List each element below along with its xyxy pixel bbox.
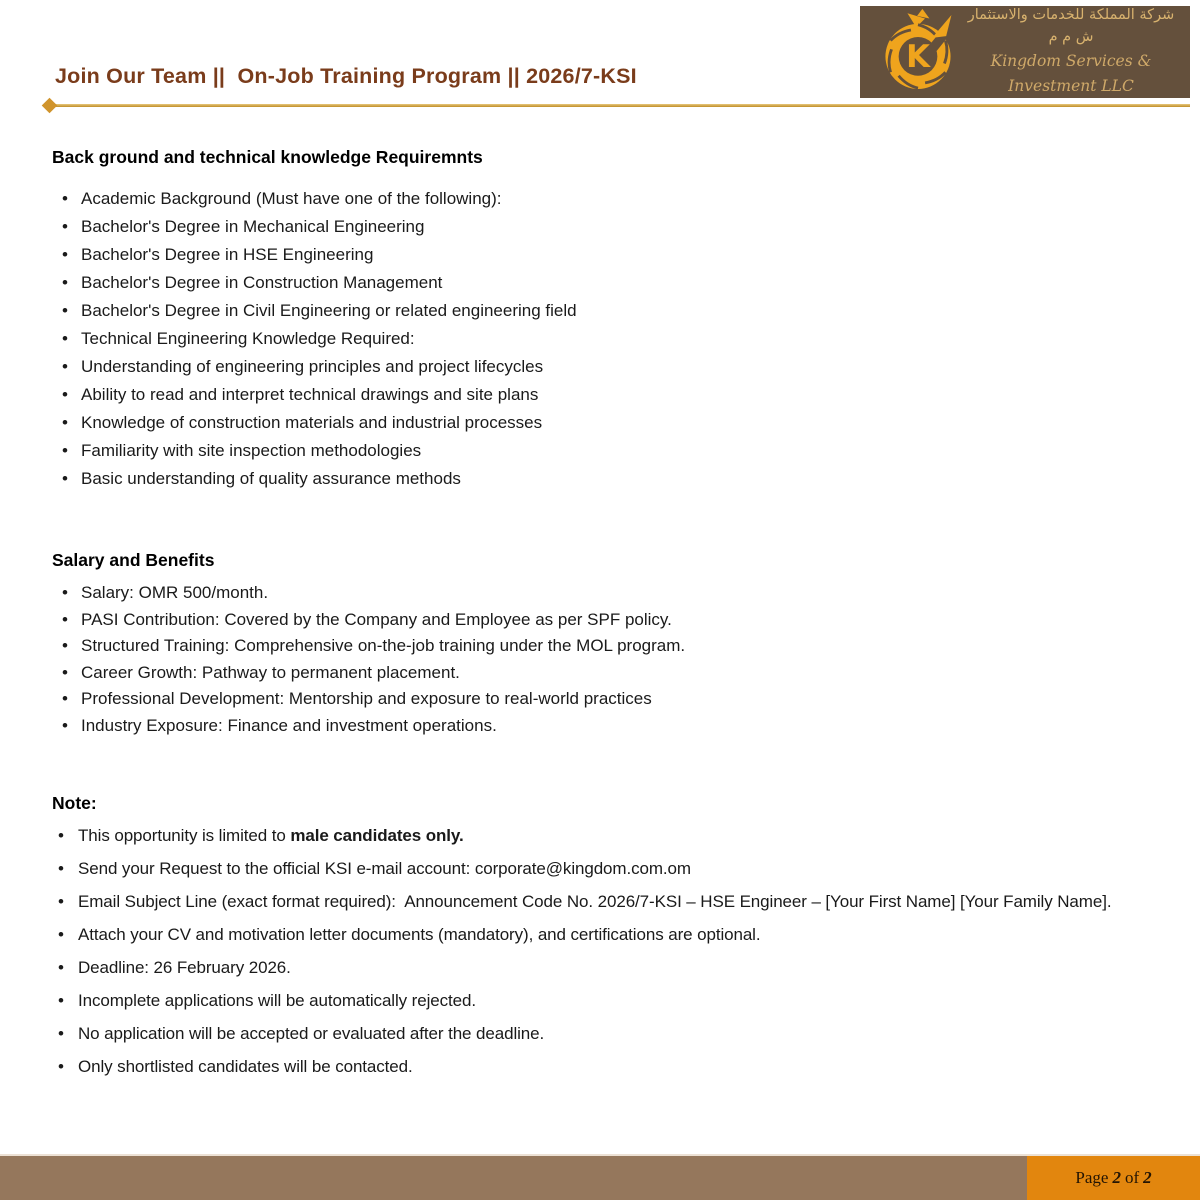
requirements-heading: Back ground and technical knowledge Requiremnts xyxy=(52,147,483,167)
list-item: • Industry Exposure: Finance and investment operations. xyxy=(52,713,1148,740)
list-item: • Professional Development: Mentorship and exposure to real-world practices xyxy=(52,686,1148,713)
list-item: • Knowledge of construction materials and industrial processes xyxy=(52,409,1148,437)
list-item: • Bachelor's Degree in HSE Engineering xyxy=(52,241,1148,269)
divider-diamond-icon xyxy=(42,98,58,114)
list-item: • Attach your CV and motivation letter documents (mandatory), and certifications are optional. xyxy=(52,918,1148,951)
page-number: 2 xyxy=(1112,1168,1121,1187)
list-item: • Basic understanding of quality assurance methods xyxy=(52,465,1148,493)
page-label: Page xyxy=(1075,1168,1109,1187)
salary-benefits-list xyxy=(52,580,1148,739)
list-item: • Structured Training: Comprehensive on-the-job training under the MOL program. xyxy=(52,633,1148,660)
requirements-list xyxy=(52,185,1148,493)
company-logo-plaque xyxy=(860,6,1190,98)
list-item: • Bachelor's Degree in Construction Management xyxy=(52,269,1148,297)
page-total: 2 xyxy=(1143,1168,1152,1187)
note-heading: Note: xyxy=(52,793,97,813)
document-body xyxy=(52,147,1148,1083)
list-item: • No application will be accepted or evaluated after the deadline. xyxy=(52,1017,1148,1050)
falcon-logo-icon xyxy=(874,8,962,96)
list-item: • Familiarity with site inspection methodologies xyxy=(52,437,1148,465)
header-divider xyxy=(44,99,1190,112)
list-item: • Career Growth: Pathway to permanent placement. xyxy=(52,660,1148,687)
divider-rule xyxy=(52,104,1190,107)
list-item: • Technical Engineering Knowledge Required: xyxy=(52,325,1148,353)
note-list xyxy=(52,819,1148,1083)
list-item: • Deadline: 26 February 2026. xyxy=(52,951,1148,984)
list-item: • PASI Contribution: Covered by the Company and Employee as per SPF policy. xyxy=(52,607,1148,634)
company-names xyxy=(962,5,1190,98)
salary-benefits-heading: Salary and Benefits xyxy=(52,550,215,570)
list-item xyxy=(52,819,1148,852)
list-item: • Salary: OMR 500/month. xyxy=(52,580,1148,607)
note-bold-text: male candidates only. xyxy=(290,826,464,845)
list-item: • Understanding of engineering principles and project lifecycles xyxy=(52,353,1148,381)
list-item: • Bachelor's Degree in Civil Engineering or related engineering field xyxy=(52,297,1148,325)
page-number-badge xyxy=(1027,1156,1200,1200)
note-text: This opportunity is limited to xyxy=(78,826,291,845)
list-item: • Send your Request to the official KSI e-mail account: corporate@kingdom.com.om xyxy=(52,852,1148,885)
list-item: • Academic Background (Must have one of the following): xyxy=(52,185,1148,213)
footer-bar xyxy=(0,1154,1200,1200)
company-name-english: Kingdom Services & Investment LLC xyxy=(990,51,1152,95)
company-name-arabic: شركة المملكة للخدمات والاستثمار ش م م xyxy=(967,7,1175,46)
logo-monogram-letter: K xyxy=(906,38,930,75)
list-item: • Only shortlisted candidates will be contacted. xyxy=(52,1050,1148,1083)
of-label: of xyxy=(1124,1168,1140,1187)
page-title: Join Our Team || On-Job Training Program || 2026/7-KSI xyxy=(55,64,637,88)
list-item: • Bachelor's Degree in Mechanical Engineering xyxy=(52,213,1148,241)
list-item: • Email Subject Line (exact format required): Announcement Code No. 2026/7-KSI – HSE Engineer – [Your First Name] [Your Family Name]. xyxy=(52,885,1148,918)
list-item: • Incomplete applications will be automatically rejected. xyxy=(52,984,1148,1017)
list-item: • Ability to read and interpret technical drawings and site plans xyxy=(52,381,1148,409)
